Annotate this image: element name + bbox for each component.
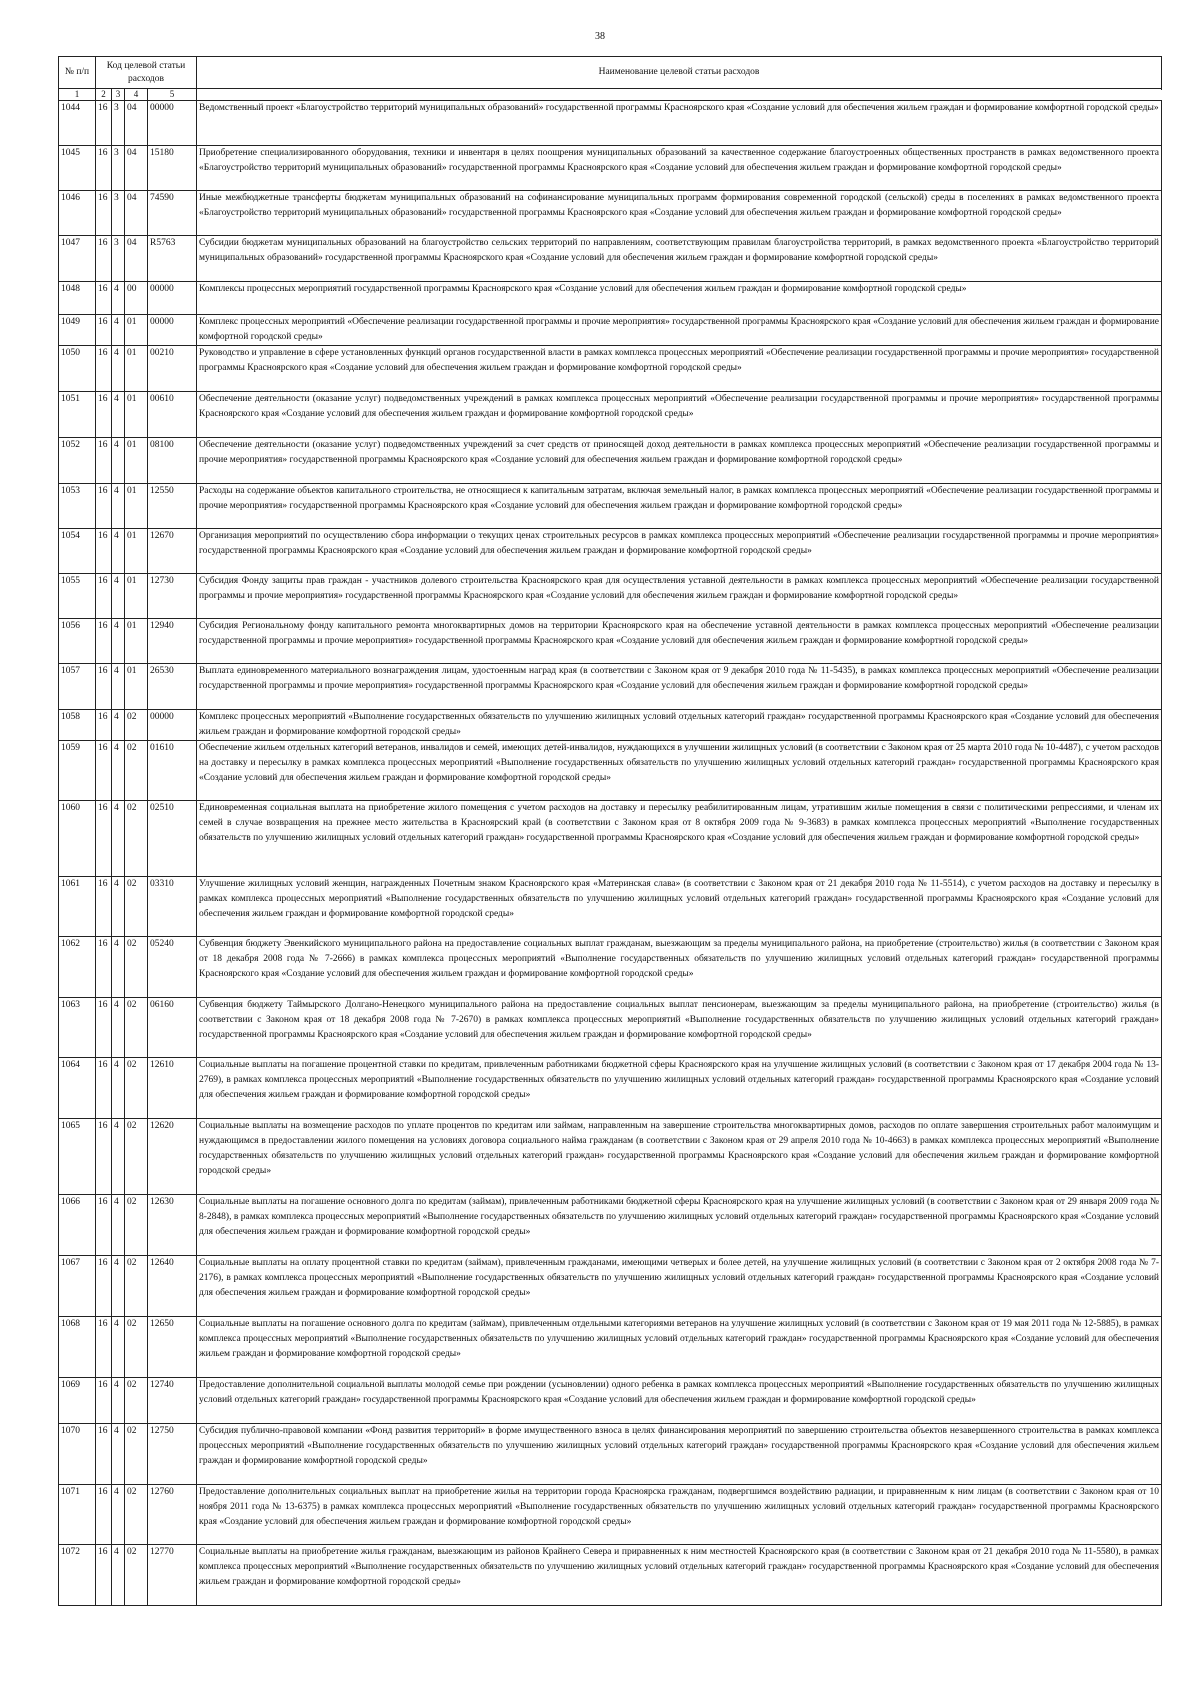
code-part-2-cell: 3 — [112, 101, 125, 146]
code-part-3-cell: 04 — [125, 191, 148, 236]
code-part-4-cell: 12620 — [148, 1119, 197, 1195]
code-part-2-cell: 4 — [112, 877, 125, 937]
code-part-3-cell: 04 — [125, 146, 148, 191]
row-number-cell: 1049 — [59, 315, 96, 346]
code-part-2-cell: 4 — [112, 315, 125, 346]
table-body — [59, 101, 1162, 1606]
row-number-cell: 1046 — [59, 191, 96, 236]
code-part-1-cell: 16 — [96, 282, 112, 315]
table-row — [59, 741, 1162, 801]
code-part-4-cell: 15180 — [148, 146, 197, 191]
table-row — [59, 1485, 1162, 1545]
article-name-cell: Иные межбюджетные трансферты бюджетам муниципальных образований на софинансирование муниципальных программ формирования современной городской (сельской) среды в поселениях в рамках ведомственного проекта «Благоустройство территорий муниципальных образований» государственной программы Красноярского края «Создание условий для обеспечения жильем граждан и формирование комфортной городской среды» — [197, 191, 1162, 236]
code-part-2-cell: 4 — [112, 710, 125, 741]
row-number-cell: 1062 — [59, 937, 96, 998]
row-number-cell: 1065 — [59, 1119, 96, 1195]
code-part-3-cell: 02 — [125, 1119, 148, 1195]
article-name-cell: Выплата единовременного материального вознаграждения лицам, удостоенным наград края (в соответствии с Законом края от 9 декабря 2010 года № 11-5435), в рамках комплекса процессных мероприятий «Обеспечение реализации государственной программы и прочие мероприятия» государственной программы Красноярского края «Создание условий для обеспечения жильем граждан и формирование комфортной городской среды» — [197, 664, 1162, 710]
code-part-3-cell: 02 — [125, 877, 148, 937]
code-part-3-cell: 02 — [125, 1195, 148, 1256]
code-part-4-cell: 00000 — [148, 282, 197, 315]
code-part-4-cell: 12650 — [148, 1317, 197, 1378]
code-part-3-cell: 02 — [125, 1485, 148, 1545]
code-part-3-cell: 01 — [125, 315, 148, 346]
row-number-cell: 1064 — [59, 1058, 96, 1119]
code-part-2-cell: 4 — [112, 484, 125, 529]
header-target-code: Код целевой статьи расходов — [96, 57, 197, 89]
code-part-4-cell: 12750 — [148, 1424, 197, 1485]
article-name-cell: Социальные выплаты на возмещение расходов по уплате процентов по кредитам или займам, направленным на завершение строительства многоквартирных домов, расходов по оплате завершения строительных работ малоимущим и нуждающимся в предоставлении жилого помещения на условиях договора социального найма гражданам (в соответствии с Законом края от 29 апреля 2010 года № 10-4663) в рамках комплекса процессных мероприятий «Выполнение государственных обязательств по улучшению жилищных условий отдельных категорий граждан» государственной программы Красноярского края «Создание условий для обеспечения жильем граждан и формирование комфортной городской среды» — [197, 1119, 1162, 1195]
code-part-3-cell: 02 — [125, 801, 148, 877]
article-name-cell: Руководство и управление в сфере установленных функций органов государственной власти в рамках комплекса процессных мероприятий «Обеспечение реализации государственной программы и прочие мероприятия» государственной программы Красноярского края «Создание условий для обеспечения жильем граждан и формирование комфортной городской среды» — [197, 346, 1162, 392]
code-part-2-cell: 4 — [112, 1378, 125, 1424]
table-row — [59, 282, 1162, 315]
code-part-1-cell: 16 — [96, 877, 112, 937]
code-part-2-cell: 4 — [112, 346, 125, 392]
code-part-4-cell: 01610 — [148, 741, 197, 801]
table-row — [59, 1378, 1162, 1424]
code-part-4-cell: 12630 — [148, 1195, 197, 1256]
article-name-cell: Обеспечение деятельности (оказание услуг) подведомственных учреждений за счет средств от приносящей доход деятельности в рамках комплекса процессных мероприятий «Обеспечение реализации государственной программы и прочие мероприятия» государственной программы Красноярского края «Создание условий для обеспечения жильем граждан и формирование комфортной городской среды» — [197, 438, 1162, 484]
code-part-3-cell: 02 — [125, 1424, 148, 1485]
article-name-cell: Единовременная социальная выплата на приобретение жилого помещения с учетом расходов на доставку и пересылку реабилитированным лицам, утратившим жилые помещения в связи с политическими репрессиями, и членам их семей в случае возвращения на прежнее место жительства в Красноярский край (в соответствии с Законом края от 8 октября 2009 года № 9-3683) в рамках комплекса процессных мероприятий «Выполнение государственных обязательств по улучшению жилищных условий отдельных категорий граждан» государственной программы Красноярского края «Создание условий для обеспечения жильем граждан и формирование комфортной городской среды» — [197, 801, 1162, 877]
code-part-2-cell: 4 — [112, 1317, 125, 1378]
code-part-2-cell: 4 — [112, 619, 125, 664]
page-number: 38 — [595, 31, 605, 42]
table-row — [59, 1256, 1162, 1317]
table-row — [59, 710, 1162, 741]
code-part-2-cell: 4 — [112, 664, 125, 710]
code-part-4-cell: 06160 — [148, 998, 197, 1058]
code-part-4-cell: 02510 — [148, 801, 197, 877]
code-part-3-cell: 02 — [125, 710, 148, 741]
code-part-1-cell: 16 — [96, 146, 112, 191]
row-number-cell: 1058 — [59, 710, 96, 741]
code-part-4-cell: 12670 — [148, 529, 197, 574]
code-part-4-cell: R5763 — [148, 236, 197, 282]
article-name-cell: Обеспечение жильем отдельных категорий ветеранов, инвалидов и семей, имеющих детей-инвалидов, нуждающихся в улучшении жилищных условий (в соответствии с Законом края от 25 марта 2010 года № 10-4487), с учетом расходов на доставку и пересылку в рамках комплекса процессных мероприятий «Выполнение государственных обязательств по улучшению жилищных условий отдельных категорий граждан» государственной программы Красноярского края «Создание условий для обеспечения жильем граждан и формирование комфортной городской среды» — [197, 741, 1162, 801]
code-part-4-cell: 00000 — [148, 710, 197, 741]
table-row — [59, 191, 1162, 236]
table-row — [59, 1058, 1162, 1119]
code-part-1-cell: 16 — [96, 1119, 112, 1195]
code-part-2-cell: 4 — [112, 998, 125, 1058]
code-part-1-cell: 16 — [96, 1545, 112, 1606]
code-part-3-cell: 01 — [125, 392, 148, 438]
table-row — [59, 438, 1162, 484]
code-part-3-cell: 00 — [125, 282, 148, 315]
row-number-cell: 1057 — [59, 664, 96, 710]
row-number-cell: 1053 — [59, 484, 96, 529]
code-part-1-cell: 16 — [96, 801, 112, 877]
table-row — [59, 236, 1162, 282]
article-name-cell: Субсидия Региональному фонду капитального ремонта многоквартирных домов на территории Красноярского края на обеспечение уставной деятельности в рамках комплекса процессных мероприятий «Обеспечение реализации государственной программы и прочие мероприятия» государственной программы Красноярского края «Создание условий для обеспечения жильем граждан и формирование комфортной городской среды» — [197, 619, 1162, 664]
code-part-2-cell: 4 — [112, 1195, 125, 1256]
code-part-4-cell: 12640 — [148, 1256, 197, 1317]
code-part-2-cell: 4 — [112, 741, 125, 801]
code-part-1-cell: 16 — [96, 574, 112, 619]
table-row — [59, 315, 1162, 346]
table-row — [59, 937, 1162, 998]
code-part-1-cell: 16 — [96, 741, 112, 801]
column-index-row — [59, 89, 1162, 101]
code-part-4-cell: 12550 — [148, 484, 197, 529]
code-part-1-cell: 16 — [96, 664, 112, 710]
code-part-1-cell: 16 — [96, 1317, 112, 1378]
code-part-1-cell: 16 — [96, 1424, 112, 1485]
row-number-cell: 1048 — [59, 282, 96, 315]
row-number-cell: 1055 — [59, 574, 96, 619]
code-part-2-cell: 4 — [112, 801, 125, 877]
row-number-cell: 1061 — [59, 877, 96, 937]
code-part-3-cell: 02 — [125, 1378, 148, 1424]
article-name-cell: Улучшение жилищных условий женщин, награжденных Почетным знаком Красноярского края «Материнская слава» (в соответствии с Законом края от 21 декабря 2010 года № 11-5514), с учетом расходов на доставку и пересылку в рамках комплекса процессных мероприятий «Выполнение государственных обязательств по улучшению жилищных условий отдельных категорий граждан» государственной программы Красноярского края «Создание условий для обеспечения жильем граждан и формирование комфортной городской среды» — [197, 877, 1162, 937]
article-name-cell: Предоставление дополнительных социальных выплат на приобретение жилья на территории города Красноярска гражданам, подвергшимся воздействию радиации, и приравненным к ним лицам (в соответствии с Законом края от 10 ноября 2011 года № 13-6375) в рамках комплекса процессных мероприятий «Выполнение государственных обязательств по улучшению жилищных условий отдельных категорий граждан» государственной программы Красноярского края «Создание условий для обеспечения жильем граждан и формирование комфортной городской среды» — [197, 1485, 1162, 1545]
code-part-3-cell: 01 — [125, 664, 148, 710]
row-number-cell: 1070 — [59, 1424, 96, 1485]
code-part-1-cell: 16 — [96, 236, 112, 282]
table-row — [59, 146, 1162, 191]
row-number-cell: 1059 — [59, 741, 96, 801]
column-index: 3 — [112, 89, 125, 101]
article-name-cell: Комплекс процессных мероприятий «Обеспечение реализации государственной программы и прочие мероприятия» государственной программы Красноярского края «Создание условий для обеспечения жильем граждан и формирование комфортной городской среды» — [197, 315, 1162, 346]
article-name-cell: Ведомственный проект «Благоустройство территорий муниципальных образований» государственной программы Красноярского края «Создание условий для обеспечения жильем граждан и формирование комфортной городской среды» — [197, 101, 1162, 146]
code-part-4-cell: 12770 — [148, 1545, 197, 1606]
code-part-1-cell: 16 — [96, 392, 112, 438]
column-index: 5 — [148, 89, 197, 101]
table-row — [59, 1317, 1162, 1378]
code-part-2-cell: 3 — [112, 236, 125, 282]
code-part-4-cell: 00210 — [148, 346, 197, 392]
code-part-1-cell: 16 — [96, 529, 112, 574]
code-part-3-cell: 02 — [125, 1058, 148, 1119]
row-number-cell: 1060 — [59, 801, 96, 877]
row-number-cell: 1045 — [59, 146, 96, 191]
table-row — [59, 1195, 1162, 1256]
code-part-1-cell: 16 — [96, 1256, 112, 1317]
article-name-cell: Организация мероприятий по осуществлению сбора информации о текущих ценах строительных ресурсов в рамках комплекса процессных мероприятий «Обеспечение реализации государственной программы и прочие мероприятия» государственной программы Красноярского края «Создание условий для обеспечения жильем граждан и формирование комфортной городской среды» — [197, 529, 1162, 574]
code-part-4-cell: 00000 — [148, 315, 197, 346]
table-row — [59, 484, 1162, 529]
code-part-1-cell: 16 — [96, 1485, 112, 1545]
code-part-4-cell: 00610 — [148, 392, 197, 438]
table-row — [59, 1545, 1162, 1606]
code-part-2-cell: 4 — [112, 1119, 125, 1195]
row-number-cell: 1052 — [59, 438, 96, 484]
code-part-3-cell: 01 — [125, 438, 148, 484]
code-part-1-cell: 16 — [96, 1378, 112, 1424]
code-part-2-cell: 4 — [112, 282, 125, 315]
row-number-cell: 1068 — [59, 1317, 96, 1378]
article-name-cell: Комплекс процессных мероприятий «Выполнение государственных обязательств по улучшению жилищных условий отдельных категорий граждан» государственной программы Красноярского края «Создание условий для обеспечения жильем граждан и формирование комфортной городской среды» — [197, 710, 1162, 741]
code-part-2-cell: 4 — [112, 1545, 125, 1606]
table-row — [59, 877, 1162, 937]
code-part-3-cell: 01 — [125, 484, 148, 529]
code-part-2-cell: 3 — [112, 146, 125, 191]
article-name-cell: Комплексы процессных мероприятий государственной программы Красноярского края «Создание условий для обеспечения жильем граждан и формирование комфортной городской среды» — [197, 282, 1162, 315]
code-part-2-cell: 4 — [112, 438, 125, 484]
column-index: 2 — [96, 89, 112, 101]
budget-table — [58, 56, 1162, 1606]
table-row — [59, 101, 1162, 146]
table-row — [59, 1424, 1162, 1485]
article-name-cell: Субсидия Фонду защиты прав граждан - участников долевого строительства Красноярского края для осуществления уставной деятельности в рамках комплекса процессных мероприятий «Обеспечение реализации государственной программы и прочие мероприятия» государственной программы Красноярского края «Создание условий для обеспечения жильем граждан и формирование комфортной городской среды» — [197, 574, 1162, 619]
row-number-cell: 1044 — [59, 101, 96, 146]
code-part-2-cell: 4 — [112, 1058, 125, 1119]
table-header — [59, 57, 1162, 101]
code-part-4-cell: 26530 — [148, 664, 197, 710]
code-part-1-cell: 16 — [96, 619, 112, 664]
table-row — [59, 574, 1162, 619]
code-part-2-cell: 4 — [112, 937, 125, 998]
article-name-cell: Приобретение специализированного оборудования, техники и инвентаря в целях поощрения муниципальных образований за качественное содержание благоустроенных общественных пространств в рамках ведомственного проекта «Благоустройство территорий муниципальных образований» государственной программы Красноярского края «Создание условий для обеспечения жильем граждан и формирование комфортной городской среды» — [197, 146, 1162, 191]
table-row — [59, 664, 1162, 710]
row-number-cell: 1066 — [59, 1195, 96, 1256]
code-part-3-cell: 01 — [125, 574, 148, 619]
article-name-cell: Субсидии бюджетам муниципальных образований на благоустройство сельских территорий по направлениям, соответствующим правилам благоустройства территорий, в рамках ведомственного проекта «Благоустройство территорий муниципальных образований» государственной программы Красноярского края «Создание условий для обеспечения жильем граждан и формирование комфортной городской среды» — [197, 236, 1162, 282]
code-part-1-cell: 16 — [96, 937, 112, 998]
header-row-number: № п/п — [59, 57, 96, 89]
code-part-2-cell: 3 — [112, 191, 125, 236]
code-part-1-cell: 16 — [96, 438, 112, 484]
code-part-3-cell: 02 — [125, 998, 148, 1058]
code-part-2-cell: 4 — [112, 392, 125, 438]
table-row — [59, 801, 1162, 877]
header-article-name: Наименование целевой статьи расходов — [197, 57, 1162, 89]
table-row — [59, 998, 1162, 1058]
code-part-4-cell: 74590 — [148, 191, 197, 236]
article-name-cell: Предоставление дополнительной социальной выплаты молодой семье при рождении (усыновлении) одного ребенка в рамках комплекса процессных мероприятий «Выполнение государственных обязательств по улучшению жилищных условий отдельных категорий граждан» государственной программы Красноярского края «Создание условий для обеспечения жильем граждан и формирование комфортной городской среды» — [197, 1378, 1162, 1424]
code-part-1-cell: 16 — [96, 998, 112, 1058]
row-number-cell: 1054 — [59, 529, 96, 574]
code-part-4-cell: 12760 — [148, 1485, 197, 1545]
article-name-cell: Социальные выплаты на погашение основного долга по кредитам (займам), привлеченным работниками бюджетной сферы Красноярского края на улучшение жилищных условий (в соответствии с Законом края от 29 января 2009 года № 8-2848), в рамках комплекса процессных мероприятий «Выполнение государственных обязательств по улучшению жилищных условий отдельных категорий граждан» государственной программы Красноярского края «Создание условий для обеспечения жильем граждан и формирование комфортной городской среды» — [197, 1195, 1162, 1256]
column-index: 1 — [59, 89, 96, 101]
code-part-1-cell: 16 — [96, 1195, 112, 1256]
code-part-4-cell: 05240 — [148, 937, 197, 998]
code-part-1-cell: 16 — [96, 315, 112, 346]
table-row — [59, 619, 1162, 664]
row-number-cell: 1072 — [59, 1545, 96, 1606]
code-part-3-cell: 02 — [125, 1256, 148, 1317]
code-part-3-cell: 01 — [125, 619, 148, 664]
code-part-3-cell: 02 — [125, 1545, 148, 1606]
table-row — [59, 392, 1162, 438]
article-name-cell: Социальные выплаты на приобретение жилья гражданам, выезжающим из районов Крайнего Севера и приравненных к ним местностей Красноярского края (в соответствии с Законом края от 21 декабря 2010 года № 11-5580), в рамках комплекса процессных мероприятий «Выполнение государственных обязательств по улучшению жилищных условий отдельных категорий граждан» государственной программы Красноярского края «Создание условий для обеспечения жильем граждан и формирование комфортной городской среды» — [197, 1545, 1162, 1606]
code-part-4-cell: 12940 — [148, 619, 197, 664]
article-name-cell: Социальные выплаты на оплату процентной ставки по кредитам (займам), привлеченным гражданами, имеющими четверых и более детей, на улучшение жилищных условий (в соответствии с Законом края от 2 октября 2008 года № 7-2176), в рамках комплекса процессных мероприятий «Выполнение государственных обязательств по улучшению жилищных условий отдельных категорий граждан» государственной программы Красноярского края «Создание условий для обеспечения жильем граждан и формирование комфортной городской среды» — [197, 1256, 1162, 1317]
article-name-cell: Социальные выплаты на погашение основного долга по кредитам (займам), привлеченным отдельными категориями ветеранов на улучшение жилищных условий (в соответствии с Законом края от 19 мая 2011 года № 12-5885), в рамках комплекса процессных мероприятий «Выполнение государственных обязательств по улучшению жилищных условий отдельных категорий граждан» государственной программы Красноярского края «Создание условий для обеспечения жильем граждан и формирование комфортной городской среды» — [197, 1317, 1162, 1378]
row-number-cell: 1067 — [59, 1256, 96, 1317]
code-part-2-cell: 4 — [112, 574, 125, 619]
code-part-3-cell: 01 — [125, 346, 148, 392]
row-number-cell: 1051 — [59, 392, 96, 438]
row-number-cell: 1063 — [59, 998, 96, 1058]
row-number-cell: 1047 — [59, 236, 96, 282]
row-number-cell: 1069 — [59, 1378, 96, 1424]
article-name-cell: Обеспечение деятельности (оказание услуг) подведомственных учреждений в рамках комплекса процессных мероприятий «Обеспечение реализации государственной программы и прочие мероприятия» государственной программы Красноярского края «Создание условий для обеспечения жильем граждан и формирование комфортной городской среды» — [197, 392, 1162, 438]
code-part-1-cell: 16 — [96, 484, 112, 529]
code-part-2-cell: 4 — [112, 1256, 125, 1317]
article-name-cell: Субсидия публично-правовой компании «Фонд развития территорий» в форме имущественного взноса в целях финансирования мероприятий по завершению строительства объектов незавершенного строительства в рамках комплекса процессных мероприятий «Выполнение государственных обязательств по улучшению жилищных условий отдельных категорий граждан» государственной программы Красноярского края «Создание условий для обеспечения жильем граждан и формирование комфортной городской среды» — [197, 1424, 1162, 1485]
article-name-cell: Субвенция бюджету Таймырского Долгано-Ненецкого муниципального района на предоставление социальных выплат пенсионерам, выезжающим за пределы муниципального района, на приобретение (строительство) жилья (в соответствии с Законом края от 18 декабря 2008 года № 7-2670) в рамках комплекса процессных мероприятий «Выполнение государственных обязательств по улучшению жилищных условий отдельных категорий граждан» государственной программы Красноярского края «Создание условий для обеспечения жильем граждан и формирование комфортной городской среды» — [197, 998, 1162, 1058]
code-part-4-cell: 03310 — [148, 877, 197, 937]
code-part-3-cell: 02 — [125, 937, 148, 998]
code-part-4-cell: 12740 — [148, 1378, 197, 1424]
code-part-1-cell: 16 — [96, 191, 112, 236]
table-row — [59, 346, 1162, 392]
article-name-cell: Социальные выплаты на погашение процентной ставки по кредитам, привлеченным работниками бюджетной сферы Красноярского края на улучшение жилищных условий (в соответствии с Законом края от 17 декабря 2004 года № 13-2769), в рамках комплекса процессных мероприятий «Выполнение государственных обязательств по улучшению жилищных условий отдельных категорий граждан» государственной программы Красноярского края «Создание условий для обеспечения жильем граждан и формирование комфортной городской среды» — [197, 1058, 1162, 1119]
code-part-3-cell: 04 — [125, 101, 148, 146]
code-part-4-cell: 08100 — [148, 438, 197, 484]
code-part-4-cell: 12610 — [148, 1058, 197, 1119]
table-row — [59, 529, 1162, 574]
article-name-cell: Субвенция бюджету Эвенкийского муниципального района на предоставление социальных выплат гражданам, выезжающим за пределы муниципального района, на приобретение (строительство) жилья (в соответствии с Законом края от 18 декабря 2008 года № 7-2666) в рамках комплекса процессных мероприятий «Выполнение государственных обязательств по улучшению жилищных условий отдельных категорий граждан» государственной программы Красноярского края «Создание условий для обеспечения жильем граждан и формирование комфортной городской среды» — [197, 937, 1162, 998]
code-part-3-cell: 02 — [125, 1317, 148, 1378]
column-index: 4 — [125, 89, 148, 101]
code-part-1-cell: 16 — [96, 101, 112, 146]
code-part-2-cell: 4 — [112, 1424, 125, 1485]
code-part-3-cell: 01 — [125, 529, 148, 574]
code-part-1-cell: 16 — [96, 346, 112, 392]
code-part-3-cell: 02 — [125, 741, 148, 801]
code-part-1-cell: 16 — [96, 710, 112, 741]
code-part-2-cell: 4 — [112, 1485, 125, 1545]
code-part-3-cell: 04 — [125, 236, 148, 282]
code-part-4-cell: 12730 — [148, 574, 197, 619]
table-row — [59, 1119, 1162, 1195]
code-part-4-cell: 00000 — [148, 101, 197, 146]
row-number-cell: 1071 — [59, 1485, 96, 1545]
row-number-cell: 1056 — [59, 619, 96, 664]
code-part-1-cell: 16 — [96, 1058, 112, 1119]
code-part-2-cell: 4 — [112, 529, 125, 574]
row-number-cell: 1050 — [59, 346, 96, 392]
article-name-cell: Расходы на содержание объектов капитального строительства, не относящиеся к капитальным затратам, включая земельный налог, в рамках комплекса процессных мероприятий «Обеспечение реализации государственной программы и прочие мероприятия» государственной программы Красноярского края «Создание условий для обеспечения жильем граждан и формирование комфортной городской среды» — [197, 484, 1162, 529]
